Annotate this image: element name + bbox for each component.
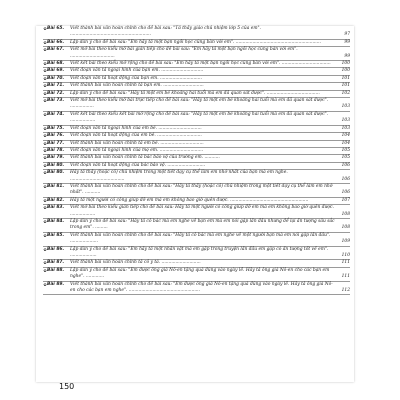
entry-body: [70, 282, 350, 295]
entry-body: [70, 247, 350, 260]
entry-number: Bài 87.: [47, 260, 65, 266]
flower-bullet-icon: ✿: [43, 281, 47, 287]
entry-number: Bài 80.: [47, 162, 65, 168]
toc-entry: [43, 205, 350, 219]
flower-bullet-icon: ✿: [43, 162, 47, 168]
entry-title: Hãy tả một người có công giúp đỡ em mà em không bao giờ quên được. ........................................................: [70, 197, 309, 203]
entry-body: [70, 26, 350, 39]
flower-bullet-icon: ✿: [43, 232, 47, 238]
entry-number: Bài 71.: [47, 83, 65, 89]
entry-body: [70, 98, 350, 111]
entry-page: 99: [344, 39, 350, 45]
entry-body: [70, 198, 350, 204]
flower-bullet-icon: ✿: [43, 26, 47, 31]
entry-title: Viết đoạn văn tả ngoại hình của mẹ em. ...............................: [70, 147, 204, 153]
entry-body: [70, 83, 350, 89]
flower-bullet-icon: ✿: [43, 98, 47, 104]
entry-body: [70, 233, 350, 246]
entry-body: [70, 205, 350, 218]
toc-entry: [43, 26, 350, 40]
flower-bullet-icon: ✿: [43, 90, 47, 96]
entry-body: [70, 126, 350, 132]
table-of-contents: [43, 26, 350, 295]
entry-number: Bài 78.: [47, 147, 65, 153]
flower-bullet-icon: ✿: [43, 155, 47, 161]
entry-page: 103: [341, 125, 350, 131]
entry-page: 100: [341, 68, 350, 74]
entry-page: 107: [341, 197, 350, 203]
flower-bullet-icon: ✿: [43, 68, 47, 74]
entry-body: [70, 47, 350, 60]
entry-title: Lập dàn ý cho đề bài sau: "Hãy tả một em bé khoảng hai tuổi mà em đã quan sát được". ......................................: [70, 90, 320, 96]
entry-number: Bài 67.: [47, 47, 65, 53]
entry-number: Bài 70.: [47, 75, 65, 81]
entry-number: Bài 81.: [47, 183, 65, 189]
entry-page: 105: [341, 155, 350, 161]
entry-page: 112: [341, 288, 350, 294]
entry-number: Bài 88.: [47, 267, 65, 273]
flower-bullet-icon: ✿: [43, 197, 47, 203]
entry-body: [70, 219, 350, 232]
toc-entry: [43, 260, 350, 267]
toc-entry: [43, 47, 350, 61]
page-number: 150: [59, 382, 75, 391]
entry-page: 105: [341, 147, 350, 153]
toc-entry: [43, 247, 350, 261]
entry-number: Bài 73.: [47, 98, 65, 104]
flower-bullet-icon: ✿: [43, 39, 47, 45]
entry-page: 104: [341, 140, 350, 146]
entry-page: 101: [341, 75, 350, 81]
toc-entry: [43, 98, 350, 112]
entry-page: 108: [341, 211, 350, 217]
toc-entry: [43, 170, 350, 184]
entry-page: 97: [344, 32, 350, 38]
entry-number: Bài 85.: [47, 232, 65, 238]
toc-entry: [43, 219, 350, 233]
flower-bullet-icon: ✿: [43, 111, 47, 117]
entry-title: Viết thành bài văn hoàn chỉnh tả em bé. ...............................: [70, 140, 204, 146]
flower-bullet-icon: ✿: [43, 218, 47, 224]
entry-number: Bài 80.: [47, 170, 65, 176]
entry-number: Bài 82.: [47, 197, 65, 203]
toc-entry: [43, 184, 350, 198]
book-page: [36, 26, 354, 391]
entry-page: 103: [341, 104, 350, 110]
entry-title: Viết mở bài theo kiểu mở bài trực tiếp cho đề bài sau: "Hãy tả một em bé khoảng hai tuổi mà em đã quan sát được". .................: [70, 98, 329, 110]
entry-title: Lập dàn ý cho đề bài sau: "Em hãy tả một nhân vật mà em gặp trong truyện lần đầu em gặp có ấn tượng tốt về em". ...................: [70, 246, 329, 258]
entry-number: Bài 79.: [47, 155, 65, 161]
entry-body: [70, 61, 350, 67]
entry-page: 102: [341, 90, 350, 96]
toc-entry: [43, 163, 350, 170]
flower-bullet-icon: ✿: [43, 125, 47, 131]
entry-body: [70, 184, 350, 197]
entry-page: 103: [341, 118, 350, 124]
entry-page: 110: [341, 253, 350, 258]
entry-number: Bài 86.: [47, 246, 65, 252]
entry-body: [70, 163, 350, 169]
entry-page: 109: [341, 239, 350, 245]
entry-body: [70, 40, 350, 46]
toc-entry: [43, 112, 350, 126]
entry-number: Bài 77.: [47, 140, 65, 146]
toc-entry: [43, 91, 350, 98]
flower-bullet-icon: ✿: [43, 133, 47, 139]
flower-bullet-icon: ✿: [43, 183, 47, 189]
entry-body: [70, 133, 350, 139]
toc-entry: [43, 155, 350, 162]
entry-title: Viết thành bài văn hoàn chỉnh tả bạn em. .............................: [70, 83, 204, 89]
entry-page: 111: [341, 260, 350, 266]
entry-title: Viết kết bài theo kiểu kết bài mở rộng cho đề bài sau: "Hãy tả một em bé khoảng hai tuổi mà em đã quan sát được". ..................: [70, 111, 329, 124]
entry-page: 104: [341, 133, 350, 139]
entry-body: [70, 91, 350, 97]
entry-title: Viết thành bài văn hoàn chỉnh cho đề bài sau: "Hãy tả thầy (hoặc cô) chủ nhiệm trong một tiết dạy cụ thể làm em nhớ nhất". ...........: [70, 183, 333, 196]
entry-body: [70, 141, 350, 147]
entry-number: Bài 75.: [47, 125, 65, 131]
flower-bullet-icon: ✿: [43, 47, 47, 53]
entry-number: Bài 68.: [47, 61, 65, 67]
entry-body: [70, 112, 350, 125]
entry-page: 111: [341, 274, 350, 280]
entry-title: Viết mở bài theo kiểu mở bài gián tiếp cho đề bài sau: "Em hãy tả một bạn ngồi học cùng bàn với em". ................................: [70, 47, 298, 59]
entry-title: Viết đoạn văn tả hoạt động của bác bảo vệ. ...........................: [70, 162, 206, 168]
entry-title: Viết đoạn văn tả ngoại hình của em bé. ...............................: [70, 125, 202, 131]
toc-entry: [43, 83, 350, 90]
entry-body: [70, 268, 350, 281]
toc-entry: [43, 282, 350, 296]
entry-title: Viết thành bài văn hoàn chỉnh tả bác bảo vệ của trường em. ...........: [70, 155, 220, 161]
entry-page: 99: [344, 53, 350, 59]
entry-page: 100: [341, 61, 350, 67]
flower-bullet-icon: ✿: [43, 267, 47, 273]
toc-entry: [43, 233, 350, 247]
toc-entry: [43, 268, 350, 282]
entry-title: Viết đoạn văn tả ngoại hình của bạn em. ..............................: [70, 68, 204, 74]
flower-bullet-icon: ✿: [43, 205, 47, 211]
flower-bullet-icon: ✿: [43, 75, 47, 81]
entry-body: [70, 260, 350, 266]
entry-title: Lập dàn ý cho đề bài sau: "Em hãy tả một bạn ngồi học cùng bàn với em". .............................................................: [70, 39, 321, 45]
entry-page: 106: [341, 190, 350, 196]
entry-page: 108: [341, 225, 350, 231]
toc-entry: [43, 133, 350, 140]
entry-body: [70, 155, 350, 161]
entry-number: Bài 65.: [47, 26, 65, 31]
entry-title: Viết thành bài văn hoàn chỉnh cho đề bài sau: "Tả thầy giáo chủ nhiệm lớp 5 của em". ..........................................................: [70, 26, 261, 38]
entry-number: Bài 84.: [47, 218, 65, 224]
flower-bullet-icon: ✿: [43, 246, 47, 252]
entry-number: Bài 74.: [47, 111, 65, 117]
flower-bullet-icon: ✿: [43, 140, 47, 146]
entry-number: Bài 66.: [47, 39, 65, 45]
toc-entry: [43, 141, 350, 148]
flower-bullet-icon: ✿: [43, 61, 47, 67]
entry-number: Bài 69.: [47, 68, 65, 74]
entry-number: Bài 89.: [47, 281, 65, 287]
entry-page: 106: [341, 176, 350, 182]
entry-body: [70, 170, 350, 183]
flower-bullet-icon: ✿: [43, 147, 47, 153]
entry-title: Lập dàn ý cho đề bài sau: "Hãy tả cô bác mà em nghe về bạn em mà em nói gặp lần đầu nhưng để lại ấn tượng sâu sắc trong em". .........: [70, 218, 335, 231]
flower-bullet-icon: ✿: [43, 83, 47, 89]
entry-title: Viết thành bài văn hoàn chỉnh tả cô y tá. ............................: [70, 260, 201, 266]
entry-number: Bài 72.: [47, 90, 65, 96]
entry-page: 106: [341, 162, 350, 168]
entry-title: Viết thành bài văn hoàn chỉnh cho đề bài sau: "Hãy tả cô bác mà em nghe về một người bạn mà em nói gặp lần đầu". ....................: [70, 232, 331, 245]
entry-body: [70, 76, 350, 82]
entry-body: [70, 148, 350, 154]
entry-body: [70, 68, 350, 74]
entry-number: Bài 76.: [47, 133, 65, 139]
entry-title: Viết thành bài văn hoàn chỉnh cho đề bài sau: "Em được ông già Nô-en tặng quà đúng vào ngày lễ. Hãy tả ông già Nô-en cho các bạn em nghe". ...................................................: [70, 281, 333, 294]
entry-title: Viết đoạn văn tả hoạt động của bạn em. ..............................: [70, 75, 202, 81]
entry-title: Viết đoạn văn tả hoạt động của em bé. ................................: [70, 133, 202, 139]
toc-entry: [43, 68, 350, 75]
flower-bullet-icon: ✿: [43, 170, 47, 176]
entry-number: Bài 83.: [47, 205, 65, 211]
toc-entry: [43, 126, 350, 133]
entry-title: Viết kết bài theo kiểu mở rộng cho đề bài sau: "Em hãy tả một bạn ngồi học cùng bàn với em". ...................................: [70, 61, 331, 67]
entry-title: Viết mở bài theo kiểu gián tiếp cho đề bài sau: Hãy tả một người có công giúp đỡ em mà em không bao giờ quên được. ..................: [70, 205, 334, 217]
flower-bullet-icon: ✿: [43, 260, 47, 266]
entry-page: 101: [341, 83, 350, 89]
entry-title: Lập dàn ý cho đề bài sau: "Em được ông già Nô-en tặng quà đúng vào ngày lễ. Hãy tả ông già Nô-en cho các bạn em nghe". .............: [70, 267, 330, 280]
entry-title: Hãy tả thầy (hoặc cô) chủ nhiệm trong một tiết dạy cụ thể làm em nhớ nhất của bạn mà em nghe. .......................................: [70, 170, 288, 182]
